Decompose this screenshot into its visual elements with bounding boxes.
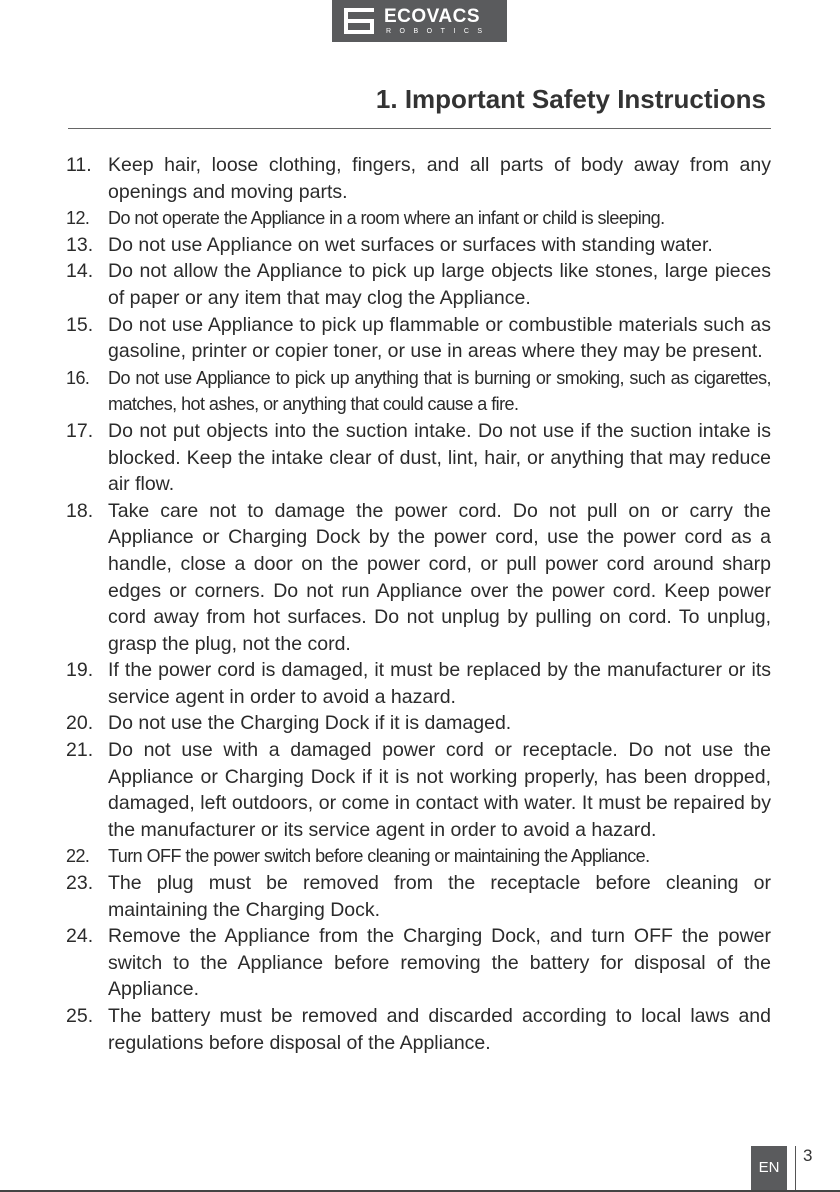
title-divider	[68, 128, 771, 129]
item-text: Remove the Appliance from the Charging Dock, and turn OFF the power switch to the Appliance before removing the battery for disposal of the Appliance.	[108, 925, 771, 1001]
list-item	[66, 365, 771, 418]
list-item	[66, 205, 771, 232]
item-number: 23.	[66, 872, 94, 895]
brand-name: ECOVACS	[384, 6, 481, 27]
item-text: The battery must be removed and discarded according to local laws and regulations before disposal of the Appliance.	[108, 1005, 771, 1054]
item-number: 13.	[66, 233, 94, 256]
list-item	[66, 657, 771, 710]
item-number: 14.	[66, 260, 94, 283]
item-text: Turn OFF the power switch before cleaning or maintaining the Appliance.	[108, 846, 650, 867]
footer-divider	[795, 1146, 796, 1190]
item-number: 22.	[66, 846, 90, 867]
list-item	[66, 232, 771, 259]
item-number: 20.	[66, 712, 94, 735]
section-title: 1. Important Safety Instructions	[375, 84, 766, 114]
safety-instructions-list	[66, 152, 771, 1056]
list-item	[66, 152, 771, 205]
item-text: Do not operate the Appliance in a room where an infant or child is sleeping.	[108, 208, 665, 229]
list-item	[66, 843, 771, 870]
item-text: The plug must be removed from the receptacle before cleaning or maintaining the Charging Dock.	[108, 872, 771, 921]
item-number: 17.	[66, 419, 94, 442]
list-item	[66, 1003, 771, 1056]
list-item	[66, 737, 771, 843]
item-text: Do not use Appliance to pick up anything that is burning or smoking, such as cigarettes, matches, hot ashes, or anything that could cause a fire.	[108, 367, 771, 415]
list-item	[66, 710, 771, 737]
list-item	[66, 418, 771, 498]
item-text: If the power cord is damaged, it must be replaced by the manufacturer or its service agent in order to avoid a hazard.	[108, 659, 771, 708]
list-item	[66, 870, 771, 923]
item-text: Do not allow the Appliance to pick up large objects like stones, large pieces of paper or any item that may clog the Appliance.	[108, 260, 771, 309]
list-item	[66, 312, 771, 365]
language-tab: EN	[751, 1146, 787, 1190]
list-item	[66, 923, 771, 1003]
item-number: 16.	[66, 367, 90, 388]
page-number: 3	[803, 1146, 813, 1165]
brand-subtitle: ROBOTICS	[386, 28, 491, 35]
item-number: 25.	[66, 1005, 94, 1027]
item-number: 11.	[66, 154, 92, 176]
item-text: Do not use Appliance on wet surfaces or surfaces with standing water.	[108, 233, 713, 256]
list-item	[66, 498, 771, 658]
item-text: Do not put objects into the suction intake. Do not use if the suction intake is blocked. Keep the intake clear of dust, lint, hair, or anything that may reduce air flow.	[108, 419, 771, 496]
item-number: 12.	[66, 208, 90, 229]
item-number: 15.	[66, 313, 94, 336]
item-number: 18.	[66, 499, 94, 522]
item-text: Take care not to damage the power cord. Do not pull on or carry the Appliance or Charging Dock by the power cord, use the power cord as a handle, close a door on the power cord, or pull power cord around sharp edges or corners. Do not run Appliance over the power cord. Keep power cord away from hot surfaces. Do not unplug by pulling on cord. To unplug, grasp the plug, not the cord.	[108, 499, 771, 655]
logo-mark-icon	[344, 8, 376, 34]
item-text: Keep hair, loose clothing, fingers, and all parts of body away from any openings and moving parts.	[108, 154, 771, 203]
ecovacs-logo	[332, 0, 507, 42]
item-text: Do not use with a damaged power cord or receptacle. Do not use the Appliance or Charging Dock if it is not working properly, has been dropped, damaged, left outdoors, or come in contact with water. It must be repaired by the manufacturer or its service agent in order to avoid a hazard.	[108, 739, 771, 841]
list-item	[66, 258, 771, 311]
item-number: 19.	[66, 659, 94, 682]
item-number: 21.	[66, 739, 94, 762]
item-text: Do not use Appliance to pick up flammable or combustible materials such as gasoline, printer or copier toner, or use in areas where they may be present.	[108, 313, 771, 363]
item-text: Do not use the Charging Dock if it is damaged.	[108, 712, 512, 735]
item-number: 24.	[66, 925, 94, 948]
